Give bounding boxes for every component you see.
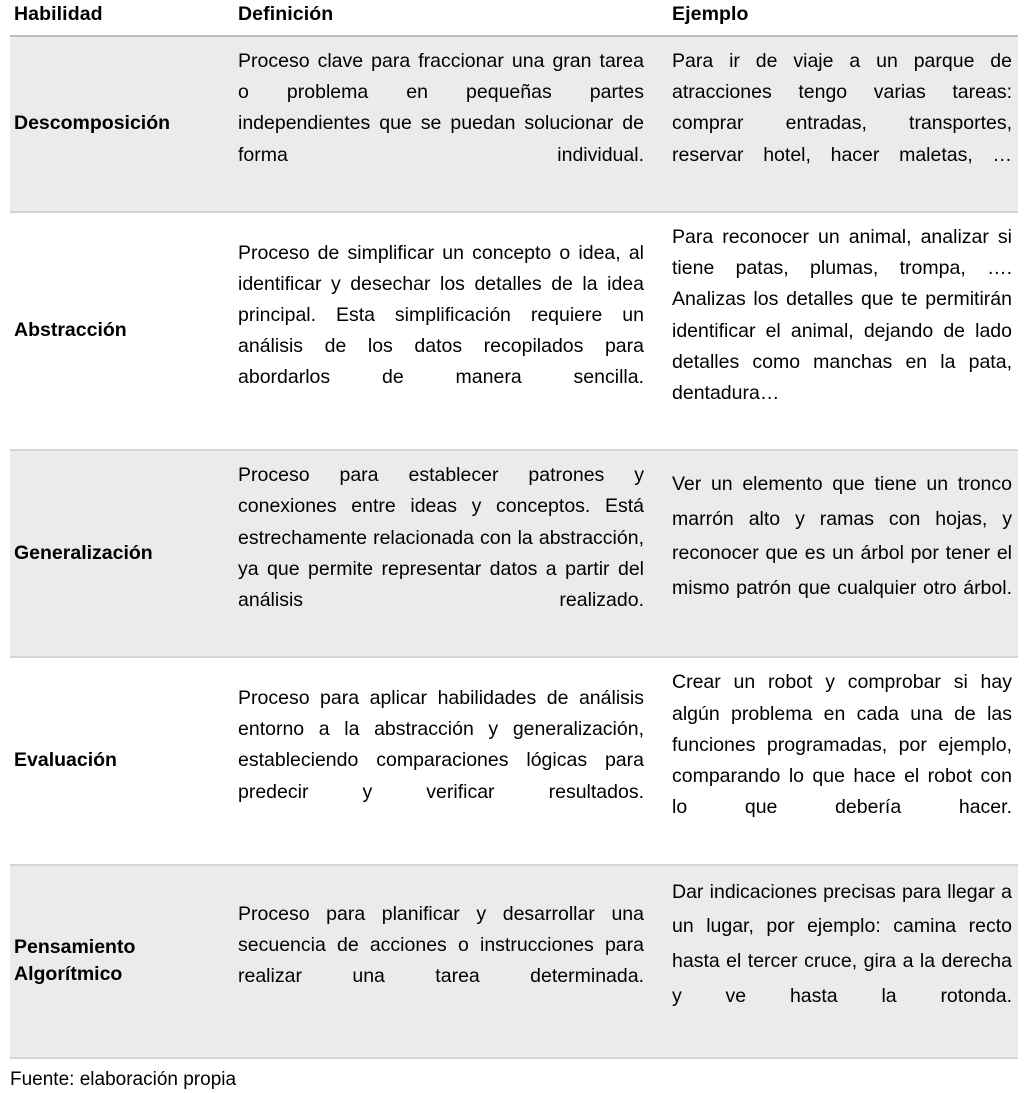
cell-definicion [233, 212, 666, 450]
cell-ejemplo [666, 865, 1018, 1059]
cell-definicion [233, 657, 666, 864]
cell-ejemplo [666, 657, 1018, 864]
cell-ejemplo [666, 450, 1018, 657]
definicion-text: Proceso de simplificar un concepto o idea, al identificar y desechar los detalles de la idea principal. Esta simplificación requiere un análisis de los datos recopilados para abordarlos de manera sencilla. [238, 241, 644, 389]
table-row [10, 36, 1018, 212]
column-header-habilidad: Habilidad [10, 0, 233, 36]
ejemplo-text: Dar indicaciones precisas para llegar a un lugar, por ejemplo: camina recto hasta el tercer cruce, gira a la derecha y ve hasta la rotonda. [672, 880, 1012, 1007]
column-header-ejemplo: Ejemplo [666, 0, 1018, 36]
table-row [10, 657, 1018, 864]
table-row [10, 865, 1018, 1059]
definicion-text: Proceso para establecer patrones y conexiones entre ideas y conceptos. Está estrechamente relacionada con la abstracción, ya que permite representar datos a partir del análisis realizado. [238, 464, 644, 611]
skills-table [10, 0, 1018, 1059]
table-header [10, 0, 1018, 36]
ejemplo-text: Para ir de viaje a un parque de atracciones tengo varias tareas: comprar entradas, transportes, reservar hotel, hacer maletas, … [672, 50, 1012, 166]
cell-habilidad: Evaluación [10, 657, 233, 864]
cell-ejemplo [666, 212, 1018, 450]
cell-habilidad: Generalización [10, 450, 233, 657]
source-note: Fuente: elaboración propia [10, 1069, 237, 1091]
ejemplo-text: Ver un elemento que tiene un tronco marrón alto y ramas con hojas, y reconocer que es un árbol por tener el mismo patrón que cualquier otro árbol. [672, 473, 1012, 600]
definicion-text: Proceso para aplicar habilidades de análisis entorno a la abstracción y generalización, estableciendo comparaciones lógicas para predecir y verificar resultados. [238, 686, 644, 803]
table-header-row [10, 0, 1018, 36]
table-row [10, 212, 1018, 450]
cell-habilidad: Descomposición [10, 36, 233, 212]
cell-habilidad: Pensamiento Algorítmico [10, 865, 233, 1059]
table-body [10, 36, 1018, 1058]
cell-ejemplo [666, 36, 1018, 212]
cell-definicion [233, 36, 666, 212]
definicion-text: Proceso clave para fraccionar una gran tarea o problema en pequeñas partes independientes que se puedan solucionar de forma individual. [238, 50, 644, 166]
column-header-definicion: Definición [233, 0, 666, 36]
ejemplo-text: Para reconocer un animal, analizar si tiene patas, plumas, trompa, …. Analizas los detalles que te permitirán identificar el animal, dejando de lado detalles como manchas en la pata, dentadura… [672, 225, 1012, 404]
cell-habilidad: Abstracción [10, 212, 233, 450]
table-row [10, 450, 1018, 657]
cell-definicion [233, 865, 666, 1059]
ejemplo-text: Crear un robot y comprobar si hay algún problema en cada una de las funciones programadas, por ejemplo, comparando lo que hace el robot con lo que debería hacer. [672, 671, 1012, 819]
definicion-text: Proceso para planificar y desarrollar una secuencia de acciones o instrucciones para realizar una tarea determinada. [238, 902, 644, 988]
cell-definicion [233, 450, 666, 657]
